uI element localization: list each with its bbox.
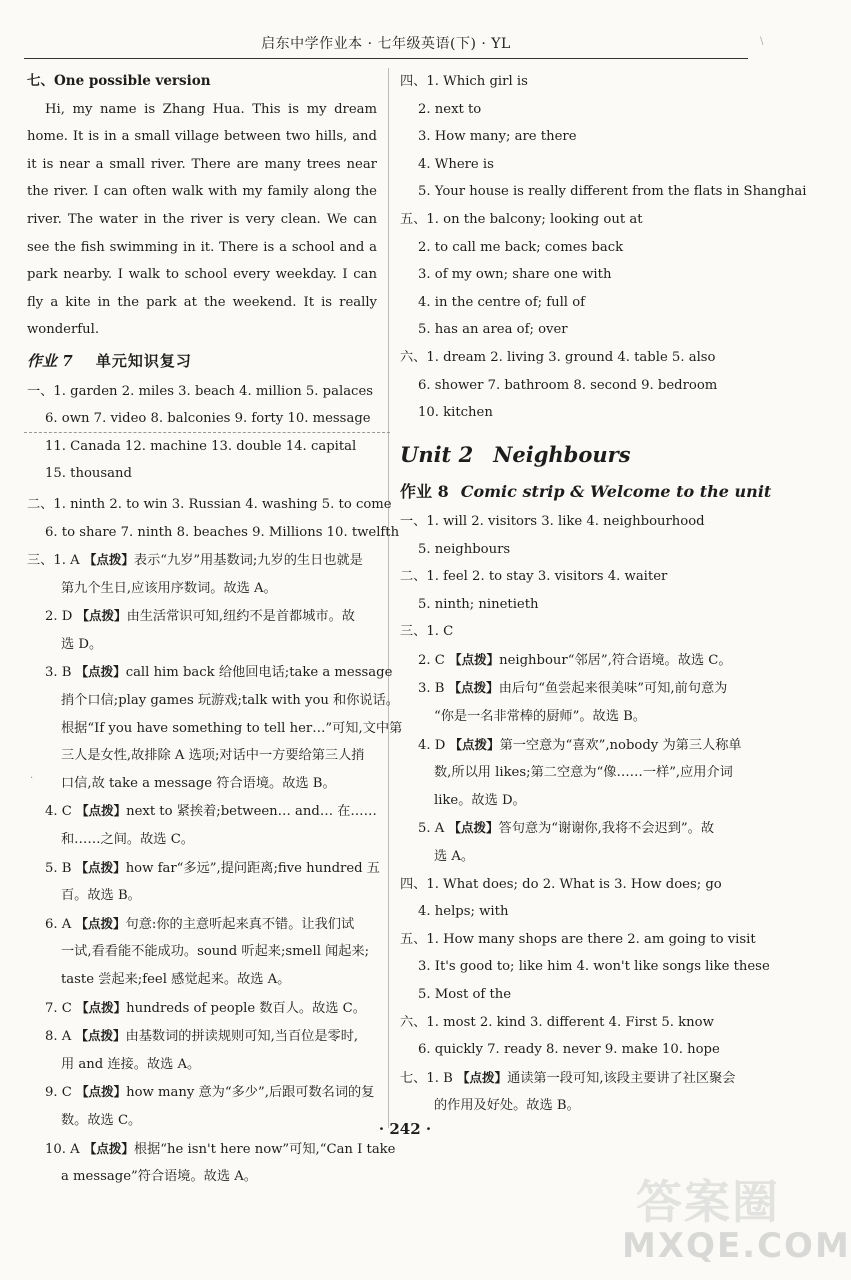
explanation-continued: 数。故选 C。 — [61, 1112, 142, 1128]
explanation-text: how many 意为“多少”,后跟可数名词的复 — [126, 1085, 375, 1101]
answer-line: 5. ninth; ninetieth — [418, 596, 539, 612]
answer-line: 5. Your house is really different from the flats in Shanghai — [418, 184, 807, 200]
answer-line: 一、1. will 2. visitors 3. like 4. neighbourhood — [400, 513, 705, 529]
answer-choice: 8. A — [45, 1029, 76, 1045]
answer-line: 六、1. dream 2. living 3. ground 4. table 5. also — [400, 349, 716, 365]
explanation-text: hundreds of people 数百人。故选 C。 — [126, 1000, 366, 1016]
tip-label: 【点拨】 — [76, 1084, 127, 1100]
tip-label: 【点拨】 — [75, 1028, 126, 1044]
answer-line: 2. to call me back; comes back — [418, 239, 624, 255]
explanation-text: 第一空意为“喜欢”,nobody 为第三人称单 — [499, 737, 742, 753]
answer-choice: 3. B — [45, 665, 76, 681]
answer-line: 6. quickly 7. ready 8. never 9. make 10. hope — [418, 1042, 720, 1058]
answer-line: 3. It's good to; like him 4. won't like songs like these — [418, 959, 770, 975]
explained-answer — [27, 1022, 377, 1051]
section-6 — [400, 344, 756, 427]
explanation-continued: 口信,故 take a message 符合语境。故选 B。 — [61, 775, 336, 791]
explanation-continued: “你是一名非常棒的厨师”。故选 B。 — [434, 709, 646, 725]
answer-line: 一、1. garden 2. miles 3. beach 4. million 5. palaces — [27, 383, 374, 399]
unit-name: Neighbours — [493, 441, 631, 467]
explanation-continued: 第九个生日,应该用序数词。故选 A。 — [61, 580, 277, 596]
margin-mark: · — [30, 773, 34, 784]
answer-line: 5. neighbours — [418, 541, 511, 557]
answer-line: 3. of my own; share one with — [418, 267, 612, 283]
answer-choice: 4. C — [45, 804, 77, 820]
tip-label: 【点拨】 — [76, 608, 127, 624]
tip-label: 【点拨】 — [75, 859, 126, 875]
essay: Hi, my name is Zhang Hua. This is my dream home. It is in a small village between two hills, and it is near a small river. There are many trees near the river. I can often walk with my family along the river. The water in the river is very clean. We can see the fish swimming in it. There is a school and a park nearby. I walk to school every weekday. I can fly a kite in the park at the weekend. It is really wonderful. — [27, 101, 377, 338]
explanation-text: 由基数词的拼读规则可知,当百位是零时, — [125, 1029, 359, 1045]
running-header: 启东中学作业本 · 七年级英语(下) · YL — [24, 30, 748, 59]
tip-label: 【点拨】 — [449, 651, 500, 667]
explained-answer — [27, 602, 377, 631]
answer-choice: 6. A — [45, 916, 76, 932]
answer-choice: 三、1. A — [27, 553, 84, 569]
section-1 — [27, 378, 377, 488]
explanation-continued: 选 A。 — [434, 849, 475, 865]
explanation-text: 表示“九岁”用基数词;九岁的生日也就是 — [133, 553, 363, 569]
unit-section-1 — [400, 508, 756, 563]
watermark-logo: 答案圈 — [636, 1175, 780, 1229]
unit-label: Unit 2 — [400, 441, 474, 467]
homework-7-title — [27, 348, 377, 376]
tip-label: 【点拨】 — [83, 1140, 134, 1156]
explanation-text: call him back 给他回电话;take a message — [125, 665, 393, 681]
explained-answer — [27, 658, 393, 687]
answer-line: 15. thousand — [45, 466, 132, 482]
answer-line: 五、1. How many shops are there 2. am going to visit — [400, 931, 756, 947]
answer-line: 4. Where is — [418, 156, 494, 172]
unit-section-3 — [400, 646, 756, 871]
explanation-continued: 一试,看看能不能成功。sound 听起来;smell 闻起来; — [61, 944, 370, 960]
explanation-continued: a message”符合语境。故选 A。 — [61, 1169, 257, 1185]
answer-line: 5. has an area of; over — [418, 322, 568, 338]
answer-choice: 7. C — [45, 1000, 77, 1016]
column-divider — [388, 68, 389, 1128]
right-column — [400, 68, 807, 1120]
section-4 — [400, 68, 807, 206]
answer-line: 6. to share 7. ninth 8. beaches 9. Millions 10. twelfth — [45, 524, 400, 540]
answer-line: 10. kitchen — [418, 405, 493, 421]
explanation-text: 通读第一段可知,该段主要讲了社区聚会 — [507, 1070, 736, 1086]
unit-title — [400, 441, 756, 469]
answer-choice: 4. D — [418, 737, 450, 753]
homework-7-subtitle: 单元知识复习 — [95, 351, 192, 370]
tip-label: 【点拨】 — [76, 999, 127, 1015]
homework-8-subtitle: Comic strip & Welcome to the unit — [460, 482, 772, 502]
unit-section-7 — [400, 1064, 756, 1120]
explanation-continued: taste 尝起来;feel 感觉起来。故选 A。 — [61, 972, 291, 987]
explanation-continued: like。故选 D。 — [434, 792, 526, 808]
explanation-text: 句意:你的主意听起来真不错。让我们试 — [125, 916, 355, 932]
answer-choice: 9. C — [45, 1085, 77, 1101]
answer-choice: 5. B — [45, 860, 76, 876]
watermark-url: MXQE.COM — [622, 1226, 851, 1266]
answer-line: 5. Most of the — [418, 987, 512, 1002]
section-5 — [400, 206, 756, 344]
explanation-text: how far“多远”,提问距离;five hundred 五 — [125, 860, 380, 876]
answer-line: 二、1. feel 2. to stay 3. visitors 4. waiter — [400, 569, 668, 585]
tip-label: 【点拨】 — [83, 552, 134, 568]
answer-line: 4. helps; with — [418, 904, 509, 920]
explained-answer — [400, 814, 756, 843]
answer-line: 六、1. most 2. kind 3. different 4. First 5. know — [400, 1014, 714, 1030]
section-7-title: 七、One possible version — [27, 73, 211, 89]
homework-8-title — [400, 478, 772, 506]
answer-choice: 3. B — [418, 681, 449, 697]
tip-label: 【点拨】 — [448, 820, 499, 836]
unit-section-4 — [400, 871, 756, 926]
explanation-text: 由生活常识可知,纽约不是首都城市。故 — [126, 609, 355, 625]
answer-line: 6. shower 7. bathroom 8. second 9. bedroom — [418, 377, 718, 393]
explanation-continued: 数,所以用 likes;第二空意为“像……一样”,应用介词 — [434, 765, 733, 781]
answer-choice: 2. C — [418, 652, 450, 668]
answer-choice: 5. A — [418, 821, 449, 837]
explained-answer — [27, 994, 377, 1023]
explained-answer — [27, 797, 377, 826]
answer-line: 2. next to — [418, 101, 482, 117]
answer-line: 二、1. ninth 2. to win 3. Russian 4. washing 5. to come — [27, 496, 392, 512]
tip-label: 【点拨】 — [75, 915, 126, 931]
explained-answer — [27, 854, 380, 883]
explained-answer — [400, 731, 756, 760]
explained-answer — [400, 674, 756, 703]
answer-line: 4. in the centre of; full of — [418, 294, 586, 310]
answer-line: 三、1. C — [400, 624, 454, 640]
unit-section-6 — [400, 1009, 756, 1064]
unit-section-5 — [400, 926, 770, 1009]
answer-line: 五、1. on the balcony; looking out at — [400, 211, 643, 227]
tip-label: 【点拨】 — [76, 803, 127, 819]
explanation-continued: 三人是女性,故排除 A 选项;对话中一方要给第三人捎 — [61, 748, 365, 764]
explanation-continued: 选 D。 — [61, 636, 103, 652]
watermark — [618, 1160, 851, 1270]
homework-8-number: 作业 8 — [400, 482, 449, 502]
explanation-continued: 和……之间。故选 C。 — [61, 832, 194, 848]
explained-answer — [400, 646, 756, 675]
section-3 — [27, 546, 403, 1191]
section-2 — [27, 491, 400, 546]
tip-label: 【点拨】 — [448, 680, 499, 696]
explanation-continued: 的作用及好处。故选 B。 — [434, 1098, 580, 1114]
homework-7-number: 作业 7 — [27, 351, 73, 370]
explanation-continued: 用 and 连接。故选 A。 — [61, 1056, 201, 1072]
left-column — [27, 68, 403, 1191]
answer-line: 11. Canada 12. machine 13. double 14. capital — [45, 438, 357, 454]
explanation-continued: 根据“If you have something to tell her…”可知,文中第 — [61, 720, 403, 736]
explanation-text: 根据“he isn't here now”可知,“Can I take — [133, 1141, 396, 1157]
explanation-continued: 捎个口信;play games 玩游戏;talk with you 和你说话。 — [61, 693, 399, 709]
explained-answer — [27, 546, 377, 575]
explained-answer — [27, 910, 377, 939]
tip-label: 【点拨】 — [457, 1069, 508, 1085]
answer-choice: 2. D — [45, 609, 77, 625]
answer-line: 6. own 7. video 8. balconies 9. forty 10. message — [45, 411, 371, 427]
answer-choice: 七、1. B — [400, 1070, 458, 1086]
explained-answer — [400, 1064, 756, 1093]
corner-mark: \ — [760, 36, 764, 47]
explained-answer — [27, 1135, 396, 1164]
tip-label: 【点拨】 — [75, 664, 126, 680]
explanation-continued: 百。故选 B。 — [61, 888, 141, 904]
explanation-text: 由后句“鱼尝起来很美味”可知,前句意为 — [498, 681, 728, 697]
answer-line: 3. How many; are there — [418, 129, 577, 145]
tip-label: 【点拨】 — [449, 736, 500, 752]
answer-choice: 10. A — [45, 1141, 84, 1157]
explanation-text: 答句意为“谢谢你,我将不会迟到”。故 — [498, 821, 715, 837]
answer-line: 四、1. What does; do 2. What is 3. How does; go — [400, 876, 722, 892]
answer-line: 四、1. Which girl is — [400, 74, 528, 89]
explained-answer — [27, 1078, 377, 1107]
page-number: · 242 · — [378, 1120, 432, 1138]
explanation-text: neighbour“邻居”,符合语境。故选 C。 — [499, 652, 732, 668]
explanation-text: next to 紧挨着;between… and… 在…… — [126, 804, 377, 820]
unit-section-2 — [400, 563, 756, 618]
